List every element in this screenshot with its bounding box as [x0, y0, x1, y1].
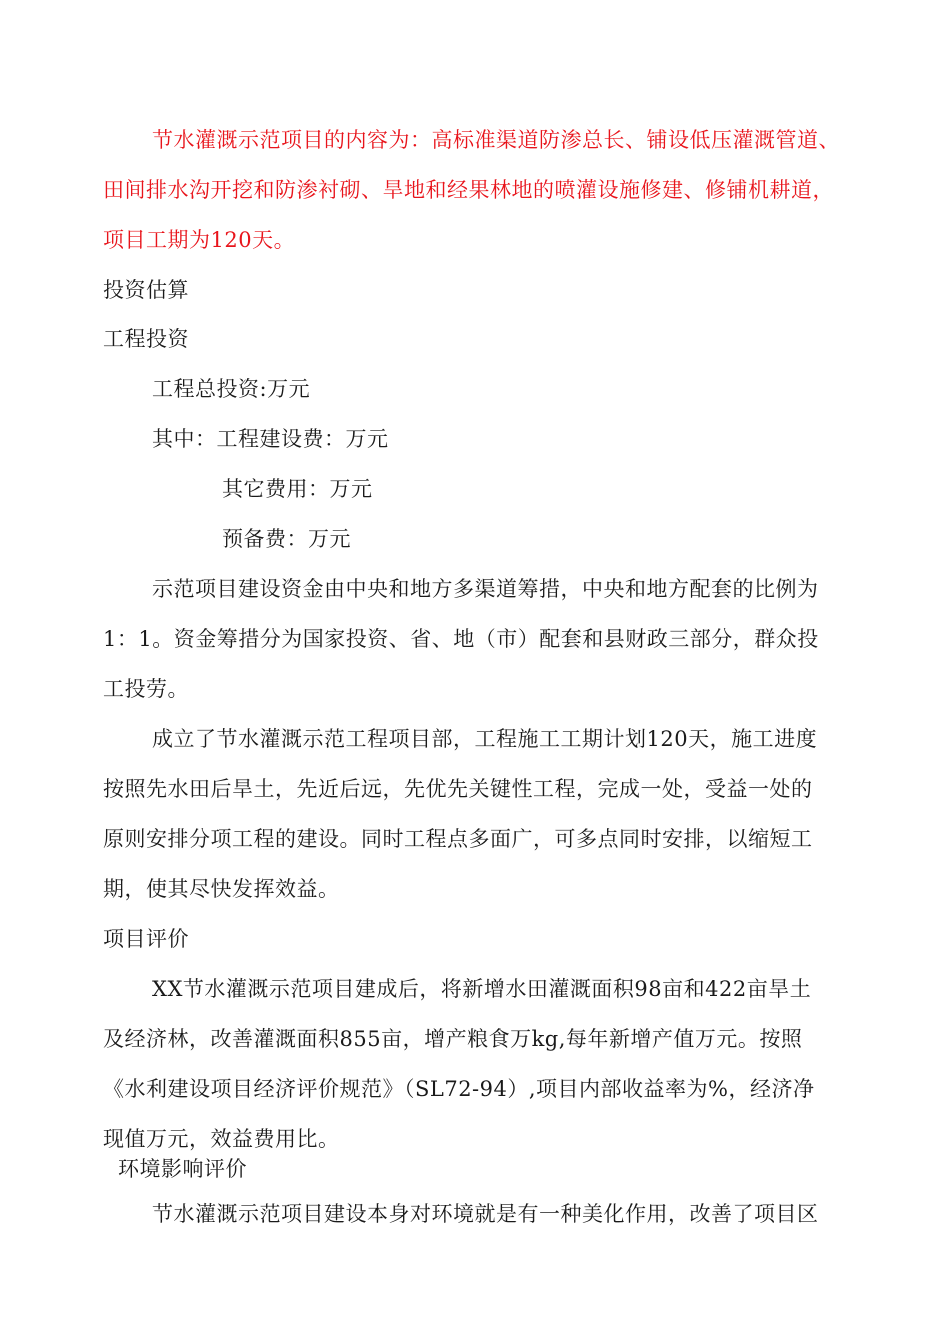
construction-cost: 其中：工程建设费：万元	[152, 427, 389, 451]
schedule-line-1: 成立了节水灌溉示范工程项目部，工程施工工期计划120天，施工进度	[152, 727, 818, 751]
heading-evaluation: 项目评价	[103, 927, 189, 951]
intro-line-2: 田间排水沟开挖和防渗衬砌、旱地和经果林地的喷灌设施修建、修铺机耕道，	[103, 178, 834, 202]
evaluation-line-3: 《水利建设项目经济评价规范》（SL72-94）,项目内部收益率为%，经济净	[103, 1077, 815, 1101]
funding-line-3: 工投劳。	[103, 677, 189, 701]
total-investment: 工程总投资:万元	[152, 377, 311, 401]
funding-line-2: 1：1。资金筹措分为国家投资、省、地（市）配套和县财政三部分，群众投	[103, 627, 819, 651]
heading-engineering: 工程投资	[103, 327, 189, 351]
evaluation-line-1: XX节水灌溉示范项目建成后，将新增水田灌溉面积98亩和422亩旱土	[152, 977, 812, 1001]
schedule-line-4: 期，使其尽快发挥效益。	[103, 877, 340, 901]
intro-line-1: 节水灌溉示范项目的内容为：高标准渠道防渗总长、铺设低压灌溉管道、	[152, 128, 840, 152]
schedule-line-2: 按照先水田后旱土，先近后远，先优先关键性工程，完成一处，受益一处的	[103, 777, 813, 801]
environment-line-1: 节水灌溉示范项目建设本身对环境就是有一种美化作用，改善了项目区	[152, 1202, 819, 1226]
funding-line-1: 示范项目建设资金由中央和地方多渠道筹措，中央和地方配套的比例为	[152, 577, 819, 601]
heading-environment: 环境影响评价	[118, 1157, 247, 1181]
schedule-line-3: 原则安排分项工程的建设。同时工程点多面广，可多点同时安排，以缩短工	[103, 827, 813, 851]
intro-line-3: 项目工期为120天。	[103, 228, 296, 252]
other-cost: 其它费用：万元	[222, 477, 373, 501]
reserve-cost: 预备费：万元	[222, 527, 351, 551]
evaluation-line-4: 现值万元，效益费用比。	[103, 1127, 340, 1151]
evaluation-line-2: 及经济林，改善灌溉面积855亩，增产粮食万kg,每年新增产值万元。按照	[103, 1027, 803, 1051]
heading-investment: 投资估算	[103, 278, 189, 302]
